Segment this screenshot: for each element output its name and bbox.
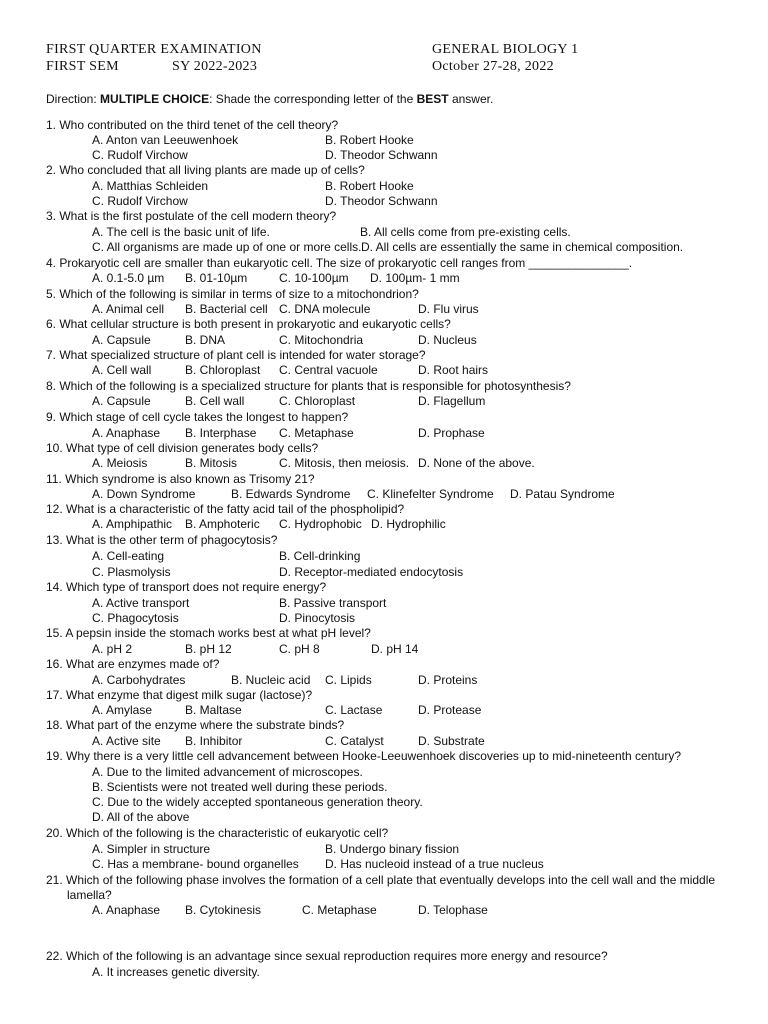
question-8: 8. Which of the following is a specialized structure for plants that is responsible for photosynthesis?: [46, 379, 571, 393]
q16-option-d[interactable]: D. Proteins: [418, 673, 478, 687]
q19-option-b[interactable]: B. Scientists were not treated well during these periods.: [92, 780, 388, 794]
question-13: 13. What is the other term of phagocytosis?: [46, 533, 278, 547]
q1-option-d[interactable]: D. Theodor Schwann: [325, 148, 438, 162]
q12-option-c[interactable]: C. Hydrophobic: [279, 517, 362, 531]
q2-option-a[interactable]: A. Matthias Schleiden: [92, 179, 209, 193]
q16-option-a[interactable]: A. Carbohydrates: [92, 673, 186, 687]
q18-option-b[interactable]: B. Inhibitor: [185, 734, 243, 748]
q7-option-b[interactable]: B. Chloroplast: [185, 363, 261, 377]
q10-option-d[interactable]: D. None of the above.: [418, 456, 535, 470]
q6-option-d[interactable]: D. Nucleus: [418, 333, 477, 347]
q21-option-a[interactable]: A. Anaphase: [92, 903, 161, 917]
q8-option-a[interactable]: A. Capsule: [92, 394, 151, 408]
q21-option-c[interactable]: C. Metaphase: [302, 903, 377, 917]
subject-title: GENERAL BIOLOGY 1: [432, 42, 579, 57]
q10-option-a[interactable]: A. Meiosis: [92, 456, 148, 470]
q15-option-a[interactable]: A. pH 2: [92, 642, 133, 656]
question-10: 10. What type of cell division generates body cells?: [46, 441, 319, 455]
question-22: 22. Which of the following is an advantage since sexual reproduction requires more energy and resource?: [46, 949, 608, 963]
question-12: 12. What is a characteristic of the fatty acid tail of the phospholipid?: [46, 502, 405, 516]
directions-emphasis-2: BEST: [416, 92, 449, 106]
q9-option-d[interactable]: D. Prophase: [418, 426, 485, 440]
question-16: 16. What are enzymes made of?: [46, 657, 220, 671]
directions-suffix: answer.: [448, 92, 494, 106]
q5-option-d[interactable]: D. Flu virus: [418, 302, 479, 316]
exam-date: October 27-28, 2022: [432, 59, 554, 74]
q3-option-a[interactable]: A. The cell is the basic unit of life.: [92, 225, 270, 239]
q17-option-d[interactable]: D. Protease: [418, 703, 482, 717]
question-19: 19. Why there is a very little cell advancement between Hooke-Leeuwenhoek discoveries up to mid-nineteenth century?: [46, 749, 682, 763]
question-5: 5. Which of the following is similar in terms of size to a mitochondrion?: [46, 287, 419, 301]
q1-option-a[interactable]: A. Anton van Leeuwenhoek: [92, 133, 239, 147]
semester-label: FIRST SEM: [46, 59, 119, 74]
question-4: 4. Prokaryotic cell are smaller than eukaryotic cell. The size of prokaryotic cell ranges from _______________.: [46, 256, 633, 270]
q18-option-d[interactable]: D. Substrate: [418, 734, 485, 748]
q8-option-b[interactable]: B. Cell wall: [185, 394, 245, 408]
q7-option-c[interactable]: C. Central vacuole: [279, 363, 378, 377]
q11-option-c[interactable]: C. Klinefelter Syndrome: [367, 487, 494, 501]
q20-option-a[interactable]: A. Simpler in structure: [92, 842, 211, 856]
question-9: 9. Which stage of cell cycle takes the longest to happen?: [46, 410, 349, 424]
q15-option-c[interactable]: C. pH 8: [279, 642, 320, 656]
q11-option-d[interactable]: D. Patau Syndrome: [510, 487, 615, 501]
q20-option-c[interactable]: C. Has a membrane- bound organelles: [92, 857, 299, 871]
q4-option-b[interactable]: B. 01-10µm: [185, 271, 248, 285]
q20-option-d[interactable]: D. Has nucleoid instead of a true nucleus: [325, 857, 544, 871]
q1-option-b[interactable]: B. Robert Hooke: [325, 133, 414, 147]
q7-option-d[interactable]: D. Root hairs: [418, 363, 489, 377]
q6-option-a[interactable]: A. Capsule: [92, 333, 151, 347]
question-21-continuation: lamella?: [67, 888, 112, 902]
q11-option-b[interactable]: B. Edwards Syndrome: [231, 487, 351, 501]
q15-option-d[interactable]: D. pH 14: [371, 642, 419, 656]
question-1: 1. Who contributed on the third tenet of the cell theory?: [46, 118, 339, 132]
q17-option-a[interactable]: A. Amylase: [92, 703, 153, 717]
q8-option-d[interactable]: D. Flagellum: [418, 394, 486, 408]
question-17: 17. What enzyme that digest milk sugar (lactose)?: [46, 688, 313, 702]
q13-option-c[interactable]: C. Plasmolysis: [92, 565, 171, 579]
q14-option-d[interactable]: D. Pinocytosis: [279, 611, 356, 625]
q16-option-b[interactable]: B. Nucleic acid: [231, 673, 311, 687]
q4-option-d[interactable]: D. 100µm- 1 mm: [370, 271, 460, 285]
q5-option-c[interactable]: C. DNA molecule: [279, 302, 371, 316]
q12-option-d[interactable]: D. Hydrophilic: [371, 517, 446, 531]
q1-option-c[interactable]: C. Rudolf Virchow: [92, 148, 188, 162]
question-2: 2. Who concluded that all living plants are made up of cells?: [46, 163, 365, 177]
q19-option-d[interactable]: D. All of the above: [92, 810, 190, 824]
q19-option-c[interactable]: C. Due to the widely accepted spontaneous generation theory.: [92, 795, 423, 809]
q10-option-b[interactable]: B. Mitosis: [185, 456, 238, 470]
question-18: 18. What part of the enzyme where the substrate binds?: [46, 718, 345, 732]
directions-prefix: Direction:: [46, 92, 101, 106]
question-20: 20. Which of the following is the characteristic of eukaryotic cell?: [46, 826, 389, 840]
q15-option-b[interactable]: B. pH 12: [185, 642, 232, 656]
q4-option-a[interactable]: A. 0.1-5.0 µm: [92, 271, 165, 285]
q9-option-a[interactable]: A. Anaphase: [92, 426, 161, 440]
q5-option-b[interactable]: B. Bacterial cell: [185, 302, 268, 316]
directions-emphasis-1: MULTIPLE CHOICE: [100, 92, 210, 106]
directions: [46, 92, 493, 106]
q12-option-b[interactable]: B. Amphoteric: [185, 517, 260, 531]
q13-option-a[interactable]: A. Cell-eating: [92, 549, 165, 563]
q17-option-c[interactable]: C. Lactase: [325, 703, 383, 717]
question-7: 7. What specialized structure of plant cell is intended for water storage?: [46, 348, 426, 362]
q2-option-c[interactable]: C. Rudolf Virchow: [92, 194, 188, 208]
q20-option-b[interactable]: B. Undergo binary fission: [325, 842, 460, 856]
q13-option-d[interactable]: D. Receptor-mediated endocytosis: [279, 565, 464, 579]
q3-option-c[interactable]: C. All organisms are made up of one or more cells.: [92, 240, 362, 254]
q7-option-a[interactable]: A. Cell wall: [92, 363, 152, 377]
question-14: 14. Which type of transport does not require energy?: [46, 580, 327, 594]
exam-title: FIRST QUARTER EXAMINATION: [46, 42, 262, 57]
q2-option-d[interactable]: D. Theodor Schwann: [325, 194, 438, 208]
q22-option-a[interactable]: A. It increases genetic diversity.: [92, 965, 260, 979]
q14-option-c[interactable]: C. Phagocytosis: [92, 611, 179, 625]
q11-option-a[interactable]: A. Down Syndrome: [92, 487, 196, 501]
q14-option-a[interactable]: A. Active transport: [92, 596, 190, 610]
q8-option-c[interactable]: C. Chloroplast: [279, 394, 356, 408]
q12-option-a[interactable]: A. Amphipathic: [92, 517, 173, 531]
q3-option-b[interactable]: B. All cells come from pre-existing cells.: [360, 225, 571, 239]
q16-option-c[interactable]: C. Lipids: [325, 673, 372, 687]
q18-option-c[interactable]: C. Catalyst: [325, 734, 384, 748]
question-11: 11. Which syndrome is also known as Trisomy 21?: [46, 472, 315, 486]
q4-option-c[interactable]: C. 10-100µm: [279, 271, 349, 285]
question-15: 15. A pepsin inside the stomach works best at what pH level?: [46, 626, 371, 640]
q21-option-d[interactable]: D. Telophase: [418, 903, 488, 917]
q2-option-b[interactable]: B. Robert Hooke: [325, 179, 414, 193]
directions-mid: : Shade the corresponding letter of the: [209, 92, 417, 106]
q9-option-b[interactable]: B. Interphase: [185, 426, 257, 440]
question-6: 6. What cellular structure is both present in prokaryotic and eukaryotic cells?: [46, 317, 451, 331]
q5-option-a[interactable]: A. Animal cell: [92, 302, 165, 316]
q6-option-b[interactable]: B. DNA: [185, 333, 226, 347]
q13-option-b[interactable]: B. Cell-drinking: [279, 549, 361, 563]
q3-option-d[interactable]: D. All cells are essentially the same in chemical composition.: [361, 240, 684, 254]
q21-option-b[interactable]: B. Cytokinesis: [185, 903, 262, 917]
school-year-label: SY 2022-2023: [172, 59, 258, 74]
q17-option-b[interactable]: B. Maltase: [185, 703, 242, 717]
q14-option-b[interactable]: B. Passive transport: [279, 596, 387, 610]
q18-option-a[interactable]: A. Active site: [92, 734, 161, 748]
q10-option-c[interactable]: C. Mitosis, then meiosis.: [279, 456, 410, 470]
question-21: 21. Which of the following phase involves the formation of a cell plate that eventually develops into the cell wall and the middle: [46, 873, 716, 887]
question-3: 3. What is the first postulate of the cell modern theory?: [46, 209, 337, 223]
q9-option-c[interactable]: C. Metaphase: [279, 426, 354, 440]
q6-option-c[interactable]: C. Mitochondria: [279, 333, 364, 347]
q19-option-a[interactable]: A. Due to the limited advancement of microscopes.: [92, 765, 363, 779]
